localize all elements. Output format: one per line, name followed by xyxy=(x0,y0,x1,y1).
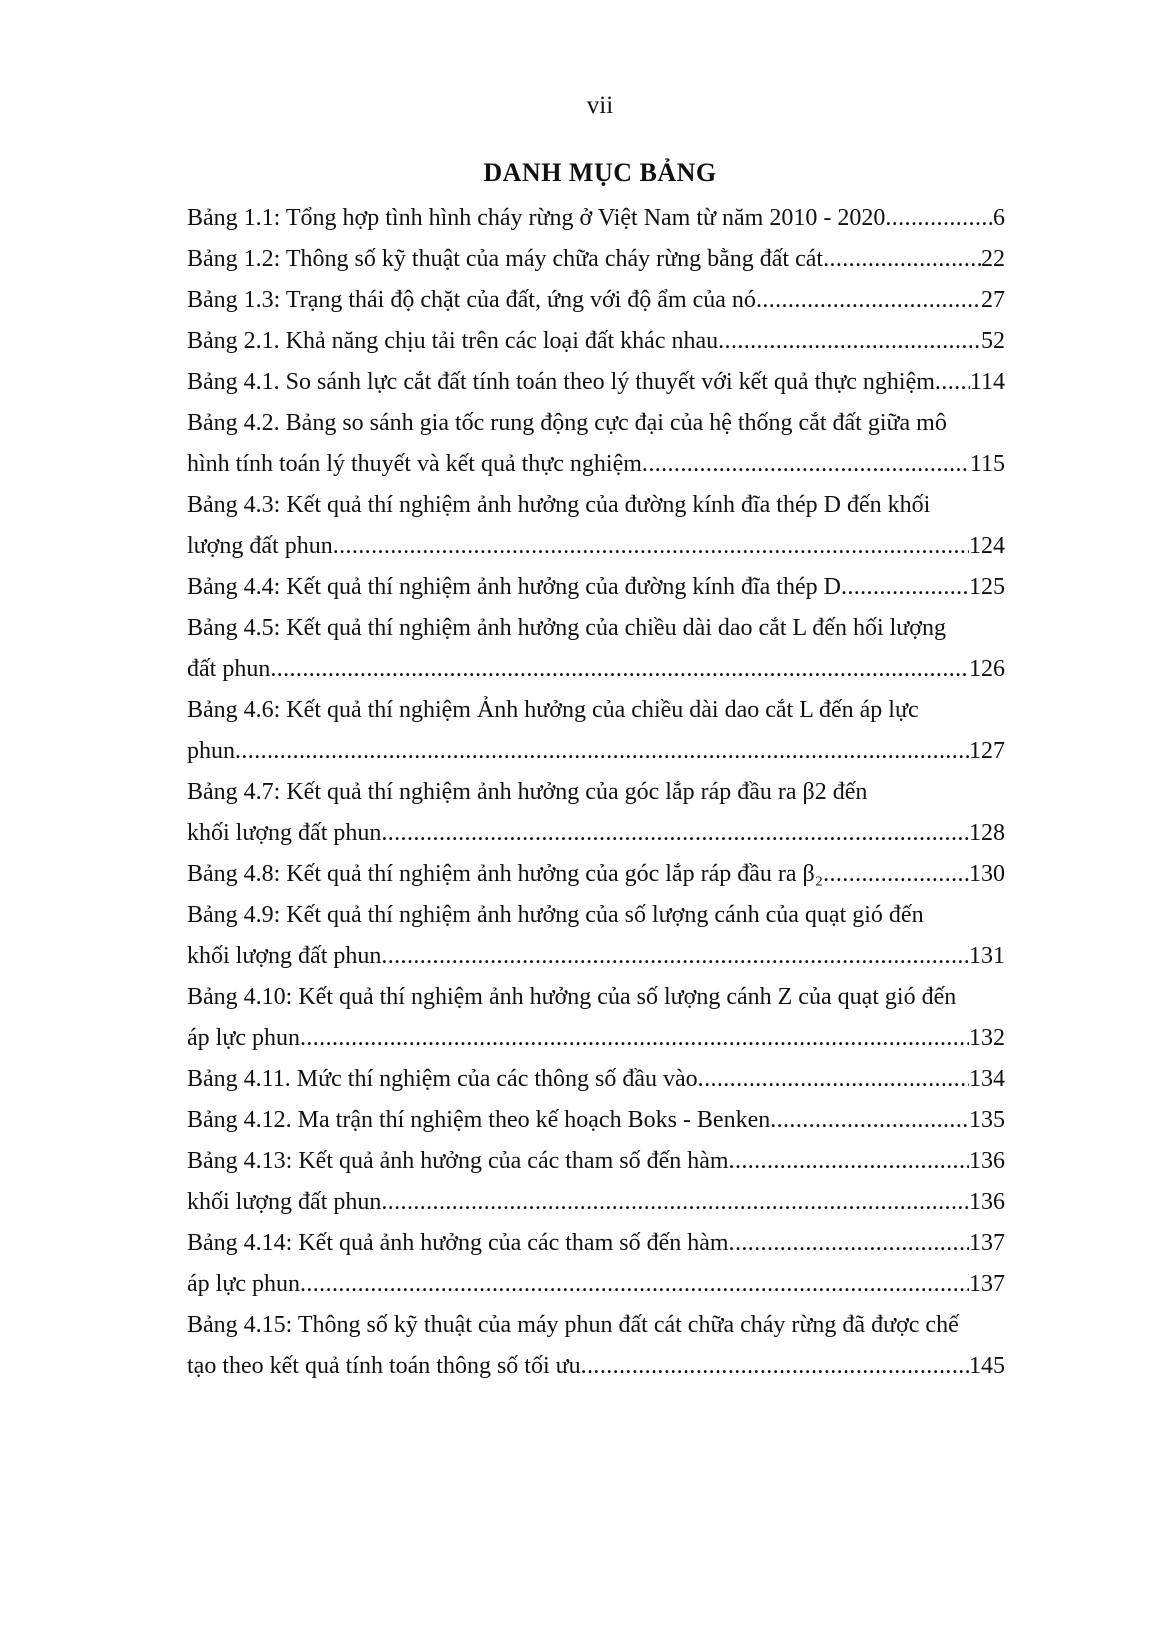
toc-entry-text: áp lực phun xyxy=(187,1271,300,1297)
dot-leader xyxy=(770,1100,969,1141)
dot-leader xyxy=(823,854,969,895)
toc-entry[interactable] xyxy=(187,1305,1005,1387)
toc-entry-text: tạo theo kết quả tính toán thông số tối ưu xyxy=(187,1353,581,1379)
toc-entry-line xyxy=(187,731,1005,772)
toc-entry-line xyxy=(187,444,1005,485)
toc-entry-text: Bảng 4.7: Kết quả thí nghiệm ảnh hưởng của góc lắp ráp đầu ra β2 đến xyxy=(187,779,868,805)
toc-entry-text: khối lượng đất phun xyxy=(187,1189,382,1215)
dot-leader xyxy=(381,936,969,977)
toc-entry-text: đất phun xyxy=(187,656,271,682)
toc-entry-text: Bảng 1.2: Thông số kỹ thuật của máy chữa cháy rừng bằng đất cát xyxy=(187,246,824,272)
toc-entry-text: Bảng 4.4: Kết quả thí nghiệm ảnh hưởng của đường kính đĩa thép D xyxy=(187,574,841,600)
toc-page-number: 135 xyxy=(969,1107,1005,1133)
toc-entry[interactable] xyxy=(187,772,1005,854)
toc-entry-line xyxy=(187,1305,1005,1346)
toc-page-number: 22 xyxy=(981,246,1005,272)
dot-leader xyxy=(756,280,981,321)
toc-entry-line xyxy=(187,1018,1005,1059)
toc-page-number: 131 xyxy=(969,943,1005,969)
toc-page-number: 125 xyxy=(969,574,1005,600)
toc-entry[interactable] xyxy=(187,403,1005,485)
toc-entry[interactable] xyxy=(187,1182,1005,1223)
toc-entry[interactable] xyxy=(187,854,1005,895)
toc-entry-text: Bảng 4.5: Kết quả thí nghiệm ảnh hưởng của chiều dài dao cắt L đến hối lượng xyxy=(187,615,946,641)
toc-entry-line xyxy=(187,1264,1005,1305)
toc-entry-text: Bảng 1.3: Trạng thái độ chặt của đất, ứng với độ ẩm của nó xyxy=(187,287,756,313)
toc-entry-line xyxy=(187,1223,1005,1264)
toc-page-number: 128 xyxy=(969,820,1005,846)
dot-leader xyxy=(729,1223,969,1264)
toc-entry-line xyxy=(187,362,1005,403)
toc-entry-text: Bảng 4.11. Mức thí nghiệm của các thông số đầu vào xyxy=(187,1066,698,1092)
dot-leader xyxy=(823,239,981,280)
toc-page-number: 130 xyxy=(969,861,1005,887)
dot-leader xyxy=(381,813,969,854)
dot-leader xyxy=(381,1182,969,1223)
toc-entry[interactable] xyxy=(187,239,1005,280)
toc-entry-text: áp lực phun xyxy=(187,1025,300,1051)
toc-page-number: 145 xyxy=(969,1353,1005,1379)
toc-entry-line xyxy=(187,321,1005,362)
dot-leader xyxy=(935,362,970,403)
toc-entry[interactable] xyxy=(187,690,1005,772)
toc-entry-text: phun xyxy=(187,738,235,764)
dot-leader xyxy=(642,444,970,485)
toc-entry[interactable] xyxy=(187,567,1005,608)
toc-entry[interactable] xyxy=(187,321,1005,362)
toc-entry-text: Bảng 4.2. Bảng so sánh gia tốc rung động cực đại của hệ thống cắt đất giữa mô xyxy=(187,410,947,436)
toc-page-number: 126 xyxy=(969,656,1005,682)
toc-page-number: 136 xyxy=(969,1189,1005,1215)
toc-entry-text: Bảng 4.15: Thông số kỹ thuật của máy phun đất cát chữa cháy rừng đã được chế xyxy=(187,1312,959,1338)
toc-page-number: 114 xyxy=(969,369,1005,395)
toc-entry-text: Bảng 4.13: Kết quả ảnh hưởng của các tham số đến hàm xyxy=(187,1148,729,1174)
toc-entry-line xyxy=(187,280,1005,321)
dot-leader xyxy=(729,1141,969,1182)
dot-leader xyxy=(333,526,969,567)
toc-entry-line xyxy=(187,977,1005,1018)
toc-entry-text: lượng đất phun xyxy=(187,533,333,559)
toc-entry-text: Bảng 4.9: Kết quả thí nghiệm ảnh hưởng của số lượng cánh của quạt gió đến xyxy=(187,902,924,928)
toc-entry-line xyxy=(187,1059,1005,1100)
toc-entry[interactable] xyxy=(187,1100,1005,1141)
toc-page-number: 124 xyxy=(969,533,1005,559)
toc-entry-text: hình tính toán lý thuyết và kết quả thực nghiệm xyxy=(187,451,642,477)
toc-entry-line xyxy=(187,1182,1005,1223)
page-number: vii xyxy=(586,92,614,119)
toc-entry-line xyxy=(187,895,1005,936)
toc-page-number: 127 xyxy=(969,738,1005,764)
dot-leader xyxy=(718,321,981,362)
toc-entry[interactable] xyxy=(187,1141,1005,1182)
toc-page-number: 115 xyxy=(969,451,1005,477)
toc-entry-text: Bảng 2.1. Khả năng chịu tải trên các loại đất khác nhau xyxy=(187,328,719,354)
toc-page-number: 132 xyxy=(969,1025,1005,1051)
dot-leader xyxy=(581,1346,969,1387)
toc-entry-text: khối lượng đất phun xyxy=(187,943,382,969)
toc-entry-text: Bảng 4.12. Ma trận thí nghiệm theo kế hoạch Boks - Benken xyxy=(187,1107,771,1133)
toc-entry[interactable] xyxy=(187,362,1005,403)
toc-page-number: 137 xyxy=(969,1230,1005,1256)
toc-page-number: 52 xyxy=(981,328,1005,354)
toc-entry-line xyxy=(187,1100,1005,1141)
toc-entry-line xyxy=(187,772,1005,813)
toc-entry-line xyxy=(187,1346,1005,1387)
dot-leader xyxy=(235,731,969,772)
toc-entry-line xyxy=(187,567,1005,608)
toc-entry[interactable] xyxy=(187,1264,1005,1305)
toc-entry-text: Bảng 4.8: Kết quả thí nghiệm ảnh hưởng của góc lắp ráp đầu ra β₂ xyxy=(187,861,824,887)
toc-entry-line xyxy=(187,690,1005,731)
toc-entry-text: Bảng 4.6: Kết quả thí nghiệm Ảnh hưởng của chiều dài dao cắt L đến áp lực xyxy=(187,697,919,723)
page-title: DANH MỤC BẢNG xyxy=(483,158,717,187)
dot-leader xyxy=(270,649,969,690)
toc-entry[interactable] xyxy=(187,608,1005,690)
dot-leader xyxy=(885,198,993,239)
toc-entry-line xyxy=(187,813,1005,854)
toc-entry-text: Bảng 4.10: Kết quả thí nghiệm ảnh hưởng của số lượng cánh Z của quạt gió đến xyxy=(187,984,957,1010)
toc-page-number: 134 xyxy=(969,1066,1005,1092)
dot-leader xyxy=(300,1018,969,1059)
toc-entry-line xyxy=(187,485,1005,526)
toc-entry-line xyxy=(187,1141,1005,1182)
toc-entry-text: Bảng 4.1. So sánh lực cắt đất tính toán theo lý thuyết với kết quả thực nghiệm xyxy=(187,369,935,395)
toc-page-number: 137 xyxy=(969,1271,1005,1297)
toc-entry-line xyxy=(187,854,1005,895)
table-list xyxy=(187,198,1005,1387)
toc-entry-line xyxy=(187,526,1005,567)
toc-entry[interactable] xyxy=(187,280,1005,321)
dot-leader xyxy=(300,1264,969,1305)
toc-entry-line xyxy=(187,936,1005,977)
toc-entry[interactable] xyxy=(187,895,1005,977)
toc-entry[interactable] xyxy=(187,198,1005,239)
toc-entry-line xyxy=(187,239,1005,280)
toc-page-number: 136 xyxy=(969,1148,1005,1174)
toc-entry[interactable] xyxy=(187,1223,1005,1264)
toc-entry-line xyxy=(187,608,1005,649)
toc-entry-text: Bảng 1.1: Tổng hợp tình hình cháy rừng ở Việt Nam từ năm 2010 - 2020 xyxy=(187,205,886,231)
toc-entry[interactable] xyxy=(187,1059,1005,1100)
toc-entry[interactable] xyxy=(187,977,1005,1059)
dot-leader xyxy=(698,1059,969,1100)
toc-entry-text: Bảng 4.14: Kết quả ảnh hưởng của các tham số đến hàm xyxy=(187,1230,729,1256)
toc-entry-line xyxy=(187,403,1005,444)
toc-page-number: 6 xyxy=(993,205,1005,231)
toc-entry-text: khối lượng đất phun xyxy=(187,820,382,846)
toc-entry-line xyxy=(187,649,1005,690)
toc-page-number: 27 xyxy=(981,287,1005,313)
dot-leader xyxy=(841,567,969,608)
toc-entry-line xyxy=(187,198,1005,239)
toc-entry[interactable] xyxy=(187,485,1005,567)
toc-entry-text: Bảng 4.3: Kết quả thí nghiệm ảnh hưởng của đường kính đĩa thép D đến khối xyxy=(187,492,931,518)
